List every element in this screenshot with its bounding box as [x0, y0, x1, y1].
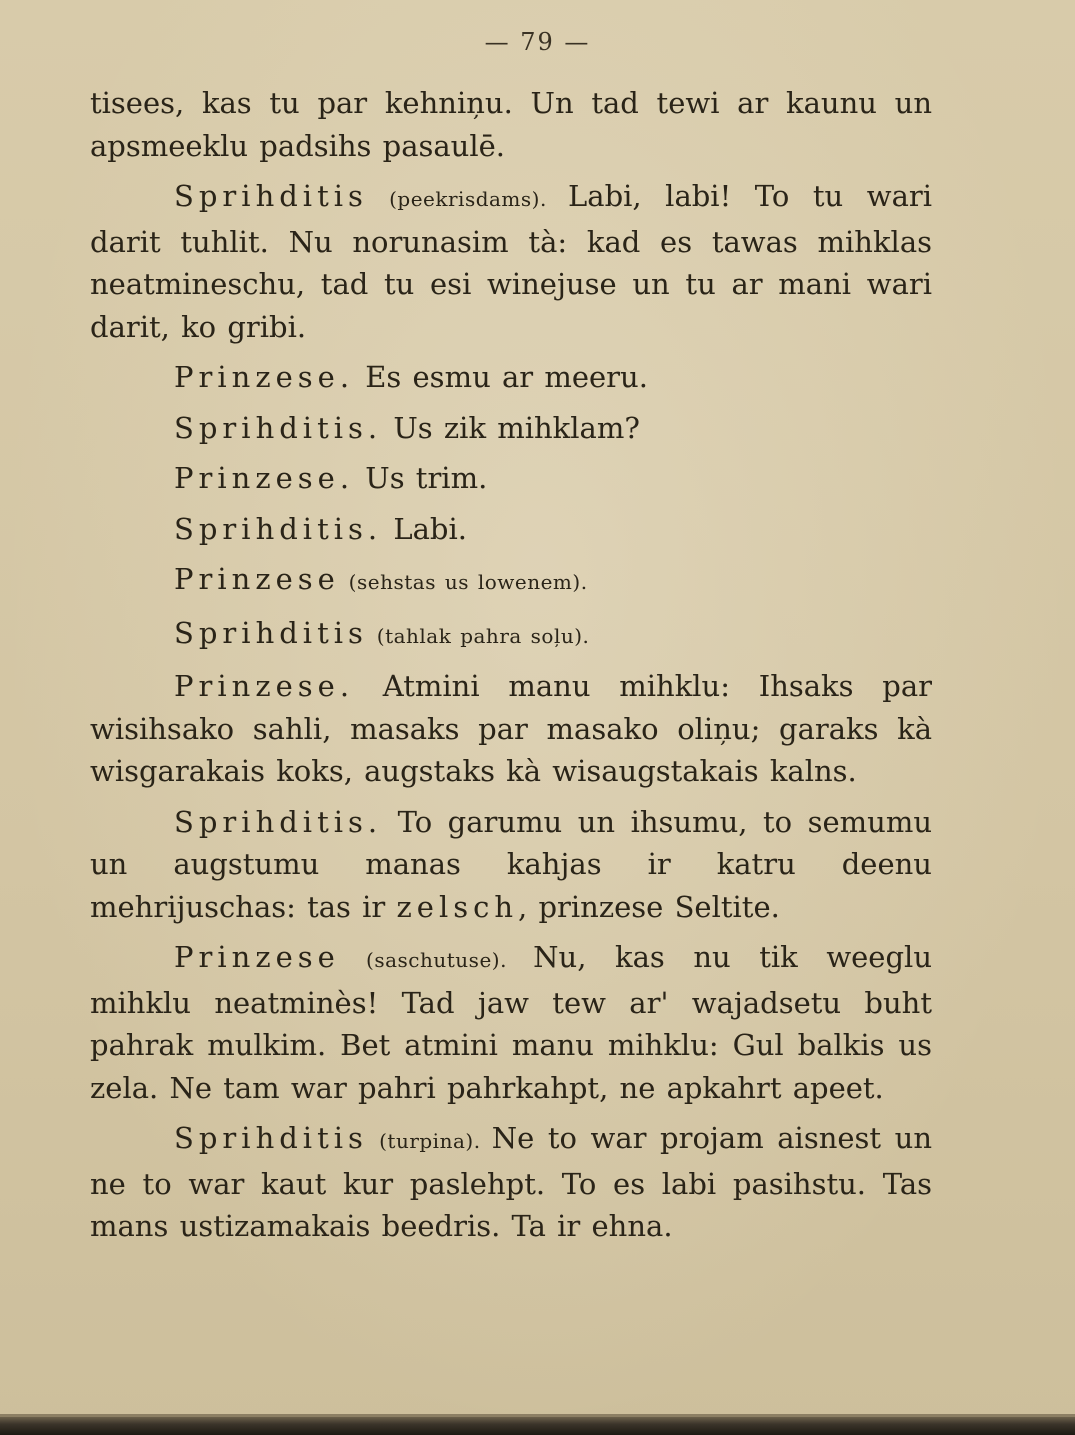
- speaker-name: Prinzese: [174, 562, 340, 596]
- dialogue-paragraph: [90, 936, 932, 1109]
- paragraph-text: , prinzese Seltite.: [518, 889, 780, 924]
- page-number: — 79 —: [484, 28, 591, 56]
- dialogue-paragraph: [90, 665, 932, 793]
- paragraph-text: Us trim.: [354, 461, 488, 495]
- paragraph-text: To garumu un ihsumu, to semumu un augstumu manas kahjas ir katru deenu mehrijuschas: tas ir: [90, 804, 932, 924]
- paragraph-text: Us zik mihklam?: [382, 410, 640, 445]
- dialogue-paragraph: [90, 508, 932, 551]
- speaker-name: Sprihditis: [174, 179, 368, 213]
- speaker-name: Sprihditis: [174, 615, 368, 650]
- speaker-name: Sprihditis.: [174, 804, 383, 839]
- speaker-name: Sprihditis.: [174, 410, 383, 445]
- speaker-name: Prinzese.: [174, 461, 355, 495]
- dialogue-paragraph: [90, 558, 932, 604]
- paragraph-text: Nu, kas nu tik weeglu mihklu neatminès! Tad jaw tew ar' wajadsetu buht pahrak mulkim. Bet atmini manu mihklu: Gul balkis us zela. Ne tam war pahri pahrkahpt, ne apkahrt apeet.: [90, 940, 932, 1105]
- paragraph-text: Ne to war projam aisnest un ne to war kaut kur paslehpt. To es labi pasihstu. Tas mans ustizamakais beedris. Ta ir ehna.: [90, 1121, 932, 1243]
- dialogue-paragraph: [90, 1117, 932, 1248]
- speaker-name: Prinzese: [174, 940, 340, 974]
- speaker-name: Sprihditis: [174, 1121, 368, 1155]
- speaker-name: Prinzese.: [174, 360, 355, 394]
- dialogue-paragraph: [90, 175, 932, 348]
- paragraph-text: Labi.: [382, 511, 467, 546]
- stage-direction: (peekrisdams).: [367, 187, 569, 211]
- stage-direction: (turpina).: [367, 1129, 492, 1153]
- dialogue-paragraph: [90, 612, 932, 658]
- dialogue-paragraph: [90, 356, 932, 399]
- dialogue-paragraph: [90, 457, 932, 500]
- stage-direction: (saschutuse).: [339, 948, 534, 972]
- dialogue-text-block: [90, 82, 932, 1248]
- stage-direction: (tahlak pahra soļu).: [367, 623, 590, 648]
- emphasized-word: zelsch: [396, 889, 519, 924]
- dialogue-paragraph: [90, 407, 932, 450]
- paragraph-text: Atmini manu mihklu: Ihsaks par wisihsako sahli, masaks par masako oliņu; garaks kà wisgarakais koks, augstaks kà wisaugstakais kalns.: [90, 669, 932, 788]
- paragraph-text: Labi, labi! To tu wari darit tuhlit. Nu norunasim tà: kad es tawas mihklas neatmineschu, tad tu esi winejuse un tu ar mani wari darit, ko gribi.: [90, 179, 932, 344]
- speaker-name: Sprihditis.: [174, 511, 383, 546]
- paragraph-text: Es esmu ar meeru.: [354, 360, 648, 394]
- page-bottom-edge: [0, 1417, 1075, 1435]
- dialogue-paragraph: [90, 801, 932, 929]
- dialogue-paragraph: [90, 82, 932, 167]
- paragraph-text: tisees, kas tu par kehniņu. Un tad tewi ar kaunu un apsmeeklu padsihs pasaulē.: [90, 86, 932, 163]
- speaker-name: Prinzese.: [174, 669, 355, 703]
- stage-direction: (sehstas us lowenem).: [339, 570, 588, 594]
